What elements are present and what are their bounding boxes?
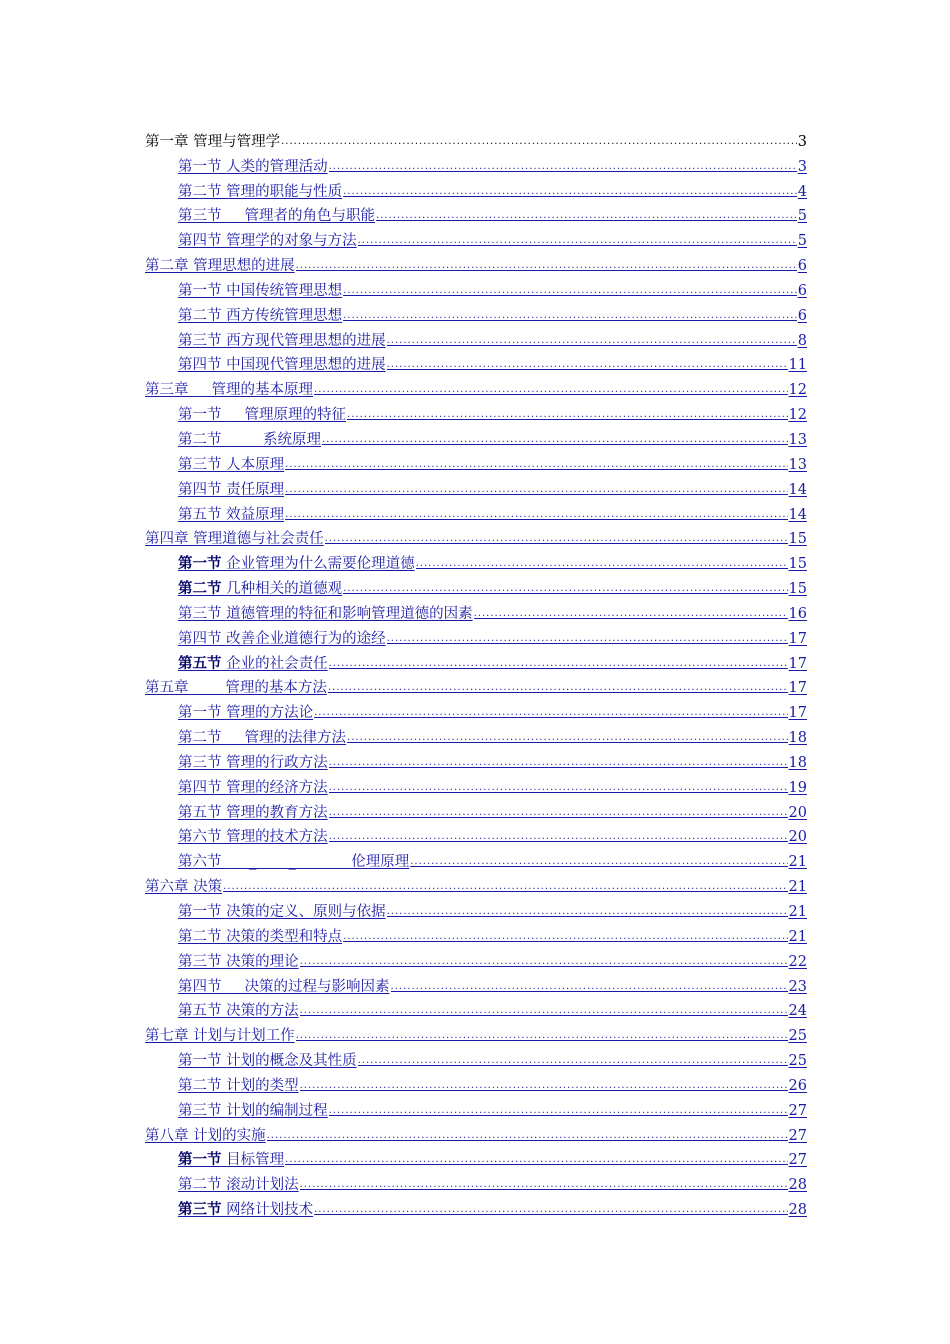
toc-page-number: 21 (788, 879, 807, 896)
toc-entry-label (178, 456, 284, 474)
toc-entry-title: 网络计划技术 (226, 1202, 314, 1219)
toc-dot-leader (314, 1201, 787, 1219)
toc-section-link[interactable] (145, 722, 807, 747)
toc-entry-label (145, 530, 324, 548)
toc-entry-title: 效益原理 (226, 506, 285, 523)
toc-entry-title: 企业的社会责任 (226, 655, 328, 672)
toc-entry-title: 管理的法律方法 (226, 730, 347, 747)
toc-entry-label (178, 655, 328, 673)
toc-dot-leader (387, 332, 797, 350)
toc-section-link[interactable] (145, 598, 807, 623)
toc-entry-prefix: 第四节 (178, 630, 222, 647)
toc-entry-label (178, 282, 342, 300)
toc-page-number: 28 (788, 1202, 807, 1219)
toc-entry-title: 西方传统管理思想 (226, 307, 343, 324)
toc-page-number: 21 (788, 904, 807, 920)
toc-entry-title: 改善企业道德行为的途经 (226, 630, 386, 647)
toc-entry-label (178, 953, 299, 971)
toc-section-link[interactable] (145, 772, 807, 797)
toc-page-number: 15 (788, 556, 807, 573)
toc-entry-prefix: 第四节 (178, 779, 222, 796)
toc-entry-label (178, 431, 321, 449)
toc-entry-prefix: 第三节 (178, 1201, 222, 1219)
toc-section-link[interactable] (145, 151, 807, 176)
toc-entry-prefix: 第六节 (178, 829, 222, 846)
toc-dot-leader (347, 729, 788, 747)
toc-entry-label (145, 133, 280, 151)
toc-chapter-link[interactable] (145, 673, 807, 698)
toc-page-number: 17 (788, 630, 807, 647)
toc-section-link[interactable] (145, 325, 807, 350)
toc-page-number: 17 (788, 655, 807, 672)
toc-section-link[interactable] (145, 350, 807, 375)
toc-dot-leader (285, 1151, 787, 1169)
toc-chapter-link[interactable] (145, 1120, 807, 1145)
toc-entry-prefix: 第二节 (178, 307, 222, 324)
toc-section-link[interactable] (145, 548, 807, 573)
toc-entry-title: 决策的方法 (226, 1003, 299, 1020)
toc-entry-prefix: 第二节 (178, 928, 222, 945)
toc-entry-prefix: 第五节 (178, 506, 222, 523)
toc-section-link[interactable] (145, 300, 807, 325)
toc-dot-leader (329, 158, 797, 176)
toc-entry-title: 人类的管理活动 (226, 158, 328, 175)
toc-section-link[interactable] (145, 1070, 807, 1095)
toc-entry-title: 人本原理 (226, 456, 285, 473)
toc-entry-title: 管理的基本方法 (193, 680, 327, 697)
toc-entry-title: 管理学的对象与方法 (226, 233, 357, 250)
toc-section-link[interactable] (145, 275, 807, 300)
toc-entry-title: 管理原理的特征 (226, 407, 347, 424)
toc-section-link[interactable] (145, 573, 807, 598)
toc-entry-label (178, 605, 473, 623)
toc-entry-label (178, 1201, 313, 1219)
toc-entry-prefix: 第二节 (178, 580, 222, 598)
toc-dot-leader (300, 1077, 788, 1095)
toc-page-number: 17 (788, 680, 807, 697)
toc-section-link[interactable] (145, 697, 807, 722)
toc-page-number: 6 (797, 307, 807, 324)
toc-page-number: 5 (797, 208, 807, 225)
toc-page-number: 21 (788, 854, 807, 871)
toc-entry-label (178, 158, 328, 176)
toc-entry-label (178, 481, 284, 499)
toc-dot-leader (376, 207, 797, 225)
toc-dot-leader (328, 679, 788, 697)
toc-entry-prefix: 第一章 (145, 133, 189, 150)
toc-entry-prefix: 第一节 (178, 705, 222, 722)
toc-section-link[interactable] (145, 449, 807, 474)
toc-dot-leader (300, 1176, 788, 1194)
toc-entry-title: 中国传统管理思想 (226, 282, 343, 299)
toc-entry-label (178, 1077, 299, 1095)
toc-entry-title: 管理的行政方法 (226, 754, 328, 771)
toc-entry-prefix: 第三节 (178, 1102, 222, 1119)
toc-dot-leader (410, 853, 787, 871)
toc-section-link[interactable] (145, 797, 807, 822)
toc-page-number: 22 (788, 953, 807, 970)
toc-entry-prefix: 第二章 (145, 258, 189, 275)
toc-dot-leader (329, 804, 788, 822)
toc-dot-leader (343, 282, 797, 300)
toc-page-number: 26 (788, 1077, 807, 1094)
toc-page-number: 3 (797, 158, 807, 175)
toc-page-number: 14 (788, 506, 807, 523)
toc-entry-label (178, 928, 342, 946)
toc-entry-title: 责任原理 (226, 481, 285, 498)
toc-page-number: 6 (797, 258, 807, 275)
toc-page-number: 15 (788, 581, 807, 598)
toc-entry-label (178, 978, 390, 996)
toc-page-number: 6 (797, 282, 807, 299)
table-of-contents (145, 126, 807, 1219)
toc-dot-leader (296, 257, 797, 275)
toc-dot-leader (267, 1127, 788, 1145)
toc-entry-title: 管理的基本原理 (193, 382, 314, 399)
toc-entry-label (178, 704, 313, 722)
toc-entry-title: 系统原理 (226, 431, 321, 448)
toc-entry-prefix: 第三节 (178, 456, 222, 473)
toc-entry-label (145, 381, 313, 399)
toc-entry-label (178, 853, 409, 871)
toc-entry-title: 计划的类型 (226, 1077, 299, 1094)
toc-entry-prefix: 第二节 (178, 431, 222, 448)
toc-section-link[interactable] (145, 921, 807, 946)
toc-entry-prefix: 第一节 (178, 1053, 222, 1070)
toc-section-link[interactable] (145, 474, 807, 499)
toc-page-number: 27 (788, 1152, 807, 1169)
toc-entry-label (145, 1027, 295, 1045)
toc-page-number: 19 (788, 779, 807, 796)
toc-entry-title: 决策的定义、原则与依据 (226, 904, 386, 920)
toc-dot-leader (329, 828, 788, 846)
toc-dot-leader (322, 431, 788, 449)
toc-page-number: 13 (788, 456, 807, 473)
toc-entry-prefix: 第五节 (178, 804, 222, 821)
toc-entry-prefix: 第一节 (178, 904, 222, 920)
toc-entry-prefix: 第二节 (178, 1177, 222, 1194)
toc-dot-leader (343, 580, 787, 598)
toc-section-link[interactable] (145, 846, 807, 871)
toc-page-number: 27 (788, 1127, 807, 1144)
toc-dot-leader (343, 928, 787, 946)
toc-page-number: 23 (788, 978, 807, 995)
toc-dot-leader (223, 878, 787, 896)
toc-entry-title: 管理的教育方法 (226, 804, 328, 821)
toc-page-number: 27 (788, 1102, 807, 1119)
toc-page-number: 16 (788, 605, 807, 622)
toc-entry-prefix: 第四节 (178, 233, 222, 250)
toc-entry-title: 管理与管理学 (193, 133, 281, 150)
toc-entry-title: 管理的经济方法 (226, 779, 328, 796)
toc-section-link[interactable] (145, 499, 807, 524)
toc-section-link[interactable] (145, 1145, 807, 1170)
toc-entry-prefix: 第二节 (178, 183, 222, 200)
toc-page-number: 17 (788, 705, 807, 722)
toc-dot-leader (314, 704, 787, 722)
toc-entry-prefix: 第三节 (178, 953, 222, 970)
toc-dot-leader (387, 356, 788, 374)
toc-entry-prefix: 第四节 (178, 978, 222, 995)
toc-page-number: 28 (788, 1177, 807, 1194)
toc-dot-leader (325, 530, 788, 548)
toc-page-number: 24 (788, 1003, 807, 1020)
toc-entry-title: 管理者的角色与职能 (226, 208, 376, 225)
toc-section-link[interactable] (145, 201, 807, 226)
toc-page-number: 5 (797, 233, 807, 250)
toc-dot-leader (387, 630, 788, 648)
toc-section-link[interactable] (145, 623, 807, 648)
toc-dot-leader (358, 1052, 788, 1070)
toc-entry-prefix: 第一节 (178, 555, 222, 573)
toc-entry-label (178, 232, 357, 250)
toc-dot-leader (296, 1027, 788, 1045)
toc-entry-label (178, 729, 346, 747)
toc-entry-label (178, 630, 386, 648)
toc-entry-title: 管理思想的进展 (193, 258, 295, 275)
toc-chapter-link[interactable] (145, 524, 807, 549)
toc-dot-leader (387, 903, 788, 921)
toc-page-number: 15 (788, 531, 807, 548)
toc-entry-prefix: 第二节 (178, 1077, 222, 1094)
toc-dot-leader (358, 232, 797, 250)
toc-section-link[interactable] (145, 896, 807, 921)
toc-entry-title: 滚动计划法 (226, 1177, 299, 1194)
toc-entry-label (178, 779, 328, 797)
toc-entry-prefix: 第三节 (178, 332, 222, 349)
toc-page-number: 12 (788, 407, 807, 424)
toc-entry-label (178, 1002, 299, 1020)
toc-page-number: 25 (788, 1053, 807, 1070)
toc-dot-leader (300, 1002, 788, 1020)
toc-entry-prefix: 第四节 (178, 357, 222, 374)
toc-entry-title: 决策的过程与影响因素 (226, 978, 390, 995)
toc-dot-leader (300, 953, 788, 971)
toc-entry-prefix: 第五章 (145, 680, 189, 697)
toc-entry-label (145, 257, 295, 275)
toc-chapter-link[interactable] (145, 871, 807, 896)
toc-entry-label (178, 1151, 284, 1169)
toc-entry-label (145, 1127, 266, 1145)
toc-entry-title: 企业管理为什么需要伦理道德 (226, 556, 415, 573)
toc-section-link[interactable] (145, 971, 807, 996)
toc-entry-prefix: 第三节 (178, 754, 222, 771)
toc-dot-leader (285, 506, 787, 524)
toc-entry-label (178, 1052, 357, 1070)
toc-entry-title: 管理的方法论 (226, 705, 314, 722)
toc-entry-title: 计划的实施 (193, 1127, 266, 1144)
toc-entry-label (145, 878, 222, 896)
toc-page-number: 20 (788, 804, 807, 821)
toc-entry-label (178, 828, 328, 846)
toc-section-link[interactable] (145, 225, 807, 250)
toc-entry-title: 目标管理 (226, 1152, 285, 1169)
toc-chapter-link[interactable] (145, 250, 807, 275)
toc-entry-prefix: 第五节 (178, 1003, 222, 1020)
toc-section-link[interactable] (145, 648, 807, 673)
toc-entry-title: 中国现代管理思想的进展 (226, 357, 386, 374)
toc-page-number: 21 (788, 928, 807, 945)
toc-page-number: 4 (797, 183, 807, 200)
toc-entry-label (178, 1102, 328, 1120)
toc-section-link[interactable] (145, 399, 807, 424)
toc-entry-prefix: 第一节 (178, 407, 222, 424)
toc-dot-leader (474, 605, 788, 623)
toc-page-number: 12 (788, 382, 807, 399)
toc-page-number: 18 (788, 730, 807, 747)
toc-section-link[interactable] (145, 747, 807, 772)
toc-dot-leader (329, 779, 788, 797)
toc-entry-label (178, 207, 375, 225)
toc-entry-prefix: 第三节 (178, 208, 222, 225)
toc-entry-label (178, 903, 386, 921)
toc-dot-leader (281, 133, 797, 151)
toc-entry-title: 决策的类型和特点 (226, 928, 343, 945)
toc-page-number: 11 (788, 357, 807, 374)
toc-entry-title: 决策的理论 (226, 953, 299, 970)
toc-entry-prefix: 第三章 (145, 382, 189, 399)
toc-page-number: 18 (788, 754, 807, 771)
toc-section-link[interactable] (145, 1169, 807, 1194)
toc-entry-label (145, 679, 327, 697)
toc-page-number: 25 (788, 1028, 807, 1045)
toc-entry-prefix: 第四节 (178, 481, 222, 498)
toc-entry-label (178, 332, 386, 350)
toc-page-number: 14 (788, 481, 807, 498)
toc-entry-label (178, 307, 342, 325)
toc-entry-label (178, 754, 328, 772)
toc-entry-prefix: 第五节 (178, 654, 222, 672)
toc-dot-leader (416, 555, 788, 573)
toc-entry-title: 管理的技术方法 (226, 829, 328, 846)
toc-dot-leader (391, 978, 788, 996)
toc-chapter-link[interactable] (145, 126, 807, 151)
toc-section-link[interactable] (145, 176, 807, 201)
toc-entry-label (178, 580, 342, 598)
toc-entry-title: 计划的概念及其性质 (226, 1053, 357, 1070)
toc-dot-leader (314, 381, 788, 399)
toc-entry-title: 道德管理的特征和影响管理道德的因素 (226, 605, 473, 622)
toc-entry-title: 计划与计划工作 (193, 1028, 295, 1045)
toc-entry-prefix: 第六节 (178, 854, 222, 871)
toc-entry-label (178, 406, 346, 424)
toc-page-number: 20 (788, 829, 807, 846)
toc-entry-title: 西方现代管理思想的进展 (226, 332, 386, 349)
toc-entry-prefix: 第一节 (178, 158, 222, 175)
toc-chapter-link[interactable] (145, 374, 807, 399)
toc-entry-label (178, 1176, 299, 1194)
toc-page-number: 8 (797, 332, 807, 349)
toc-entry-prefix: 第二节 (178, 730, 222, 747)
toc-entry-prefix: 第一节 (178, 1151, 222, 1169)
toc-section-link[interactable] (145, 1194, 807, 1219)
toc-entry-label (178, 356, 386, 374)
toc-section-link[interactable] (145, 1045, 807, 1070)
toc-entry-prefix: 第七章 (145, 1028, 189, 1045)
toc-entry-prefix: 第八章 (145, 1127, 189, 1144)
toc-section-link[interactable] (145, 996, 807, 1021)
toc-entry-prefix: 第六章 (145, 879, 189, 896)
toc-page-number: 13 (788, 431, 807, 448)
toc-entry-label (178, 555, 415, 573)
toc-entry-title: _ _ 伦理原理 (226, 854, 410, 871)
toc-dot-leader (329, 754, 788, 772)
toc-entry-prefix: 第三节 (178, 605, 222, 622)
toc-page-number: 3 (797, 133, 807, 150)
toc-section-link[interactable] (145, 946, 807, 971)
toc-entry-title: 决策 (193, 879, 223, 896)
toc-entry-label (178, 183, 342, 201)
toc-dot-leader (329, 655, 788, 673)
toc-section-link[interactable] (145, 424, 807, 449)
toc-entry-label (178, 506, 284, 524)
toc-dot-leader (347, 406, 788, 424)
toc-dot-leader (329, 1102, 788, 1120)
toc-entry-title: 几种相关的道德观 (226, 581, 343, 598)
toc-entry-title: 计划的编制过程 (226, 1102, 328, 1119)
toc-dot-leader (343, 307, 797, 325)
toc-entry-title: 管理道德与社会责任 (193, 531, 324, 548)
toc-entry-title: 管理的职能与性质 (226, 183, 343, 200)
toc-chapter-link[interactable] (145, 1020, 807, 1045)
toc-entry-prefix: 第四章 (145, 531, 189, 548)
toc-entry-prefix: 第一节 (178, 282, 222, 299)
toc-dot-leader (343, 183, 797, 201)
toc-section-link[interactable] (145, 822, 807, 847)
toc-section-link[interactable] (145, 1095, 807, 1120)
toc-entry-label (178, 804, 328, 822)
toc-dot-leader (285, 456, 787, 474)
toc-dot-leader (285, 481, 787, 499)
